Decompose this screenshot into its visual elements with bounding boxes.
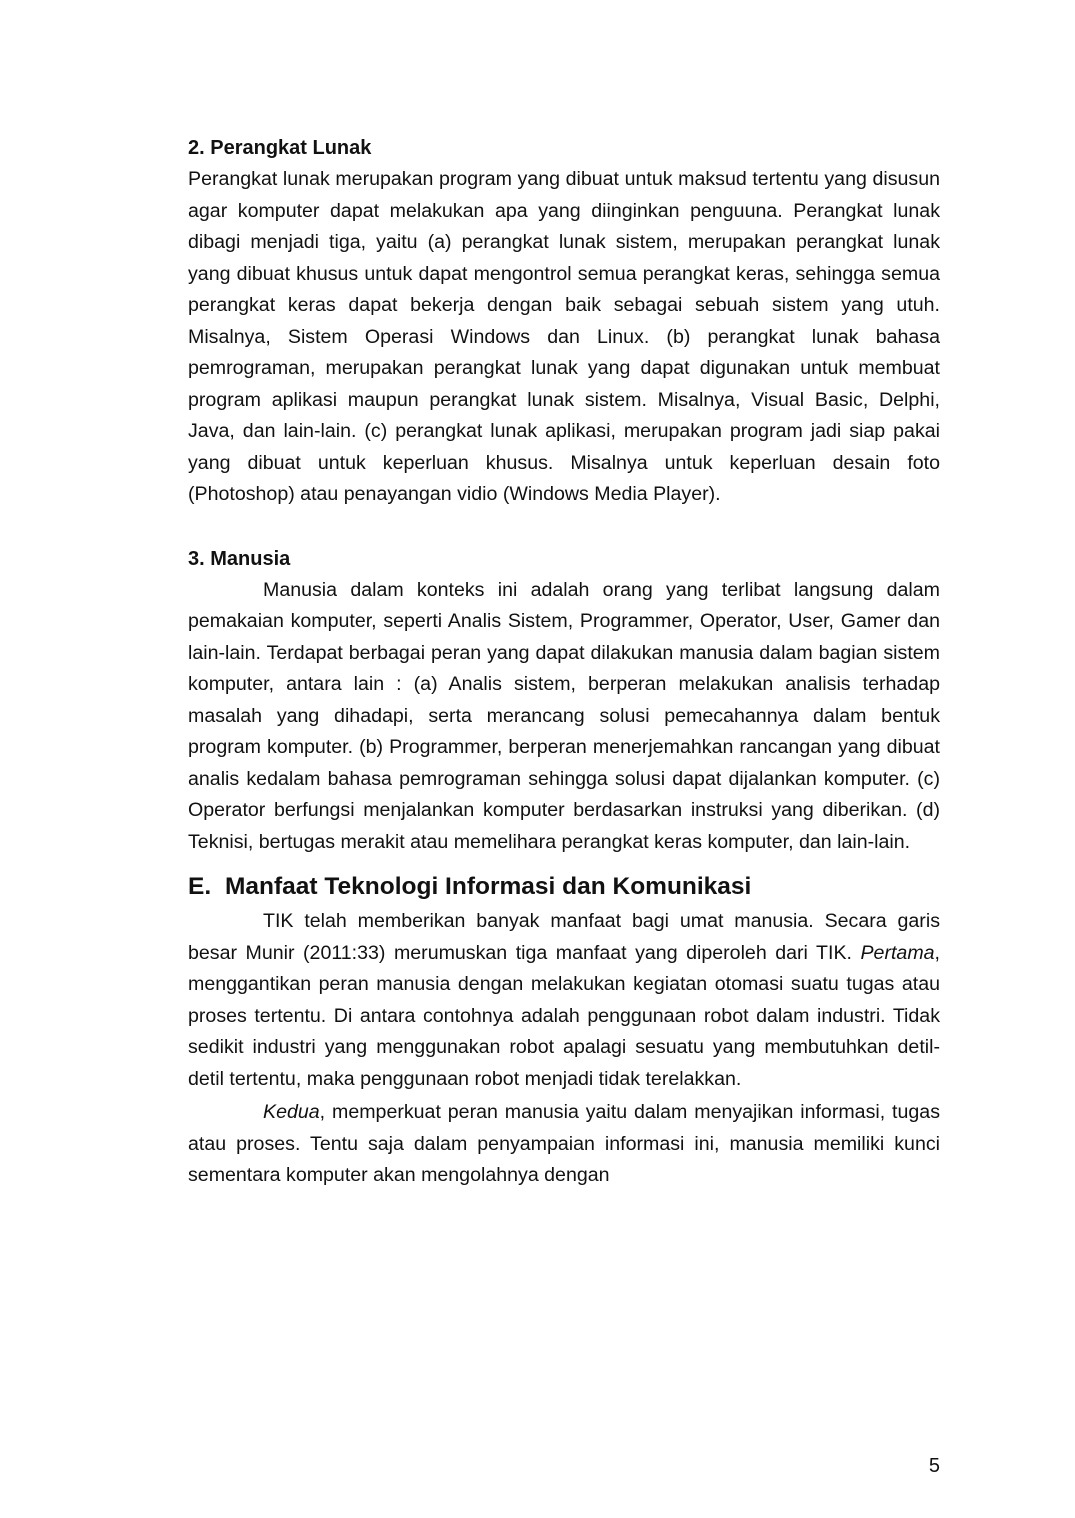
heading-perangkat-lunak: 2. Perangkat Lunak [188, 137, 372, 159]
italic-kedua: Kedua [263, 1101, 320, 1123]
paragraph-manfaat-2 [188, 1097, 940, 1192]
heading-manfaat-tik [188, 870, 940, 904]
paragraph-manusia: Manusia dalam konteks ini adalah orang yang terlibat langsung dalam pemakaian komputer, seperti Analis Sistem, Programmer, Operator, User, Gamer dan lain-lain. Terdapat berbagai peran yang dapat dilakukan manusia dalam bagian sistem komputer, antara lain : (a) Analis sistem, berperan melakukan analisis terhadap masalah yang dihadapi, serta merancang solusi pemecahannya dalam bentuk program komputer. (b) Programmer, berperan menerjemahkan rancangan yang dibuat analis kedalam bahasa pemrograman sehingga solusi dapat dijalankan komputer. (c) Operator berfungsi menjalankan komputer berdasarkan instruksi yang diberikan. (d) Teknisi, bertugas merakit atau memelihara perangkat keras komputer, dan lain-lain. [188, 578, 940, 853]
italic-pertama: Pertama [860, 941, 935, 964]
heading-letter: E. [188, 873, 212, 900]
page-number: 5 [928, 1455, 940, 1477]
heading-title: Manfaat Teknologi Informasi dan Komunikasi [225, 873, 752, 900]
paragraph-manfaat-1 [188, 906, 940, 1095]
paragraph-perangkat-lunak: Perangkat lunak merupakan program yang dibuat untuk maksud tertentu yang disusun agar komputer dapat melakukan apa yang diinginkan penguuna. Perangkat lunak dibagi menjadi tiga, yaitu (a) perangkat lunak sistem, merupakan perangkat lunak yang dibuat khusus untuk dapat mengontrol semua perangkat keras, sehingga semua perangkat keras dapat bekerja dengan baik sebagai sebuah sistem yang utuh. Misalnya, Sistem Operasi Windows dan Linux. (b) perangkat lunak bahasa pemrograman, merupakan perangkat lunak yang dapat digunakan untuk membuat program aplikasi maupun perangkat lunak sistem. Misalnya, Visual Basic, Delphi, Java, dan lain-lain. (c) perangkat lunak aplikasi, merupakan program jadi siap pakai yang dibuat untuk keperluan khusus. Misalnya untuk keperluan desain foto (Photoshop) atau penayangan vidio (Windows Media Player). [188, 168, 940, 505]
paragraph-manfaat-1-text-a: TIK telah memberikan banyak manfaat bagi umat manusia. Secara garis besar Munir (2011:33) merumuskan tiga manfaat yang diperoleh dari TIK. [188, 910, 940, 964]
heading-manusia: 3. Manusia [188, 547, 291, 570]
paragraph-manfaat-1-text-b: , menggantikan peran manusia dengan melakukan kegiatan otomasi suatu tugas atau proses tertentu. Di antara contohnya adalah penggunaan robot dalam industri. Tidak sedikit industri yang menggunakan robot apalagi sesuatu yang membutuhkan detil-detil tertentu, maka penggunaan robot menjadi tidak terelakkan. [188, 941, 940, 1090]
page-content [188, 132, 940, 1192]
paragraph-manfaat-2-text: , memperkuat peran manusia yaitu dalam menyajikan informasi, tugas atau proses. Tentu saja dalam penyampaian informasi ini, manusia memiliki kunci sementara komputer akan mengolahnya dengan [188, 1101, 940, 1186]
